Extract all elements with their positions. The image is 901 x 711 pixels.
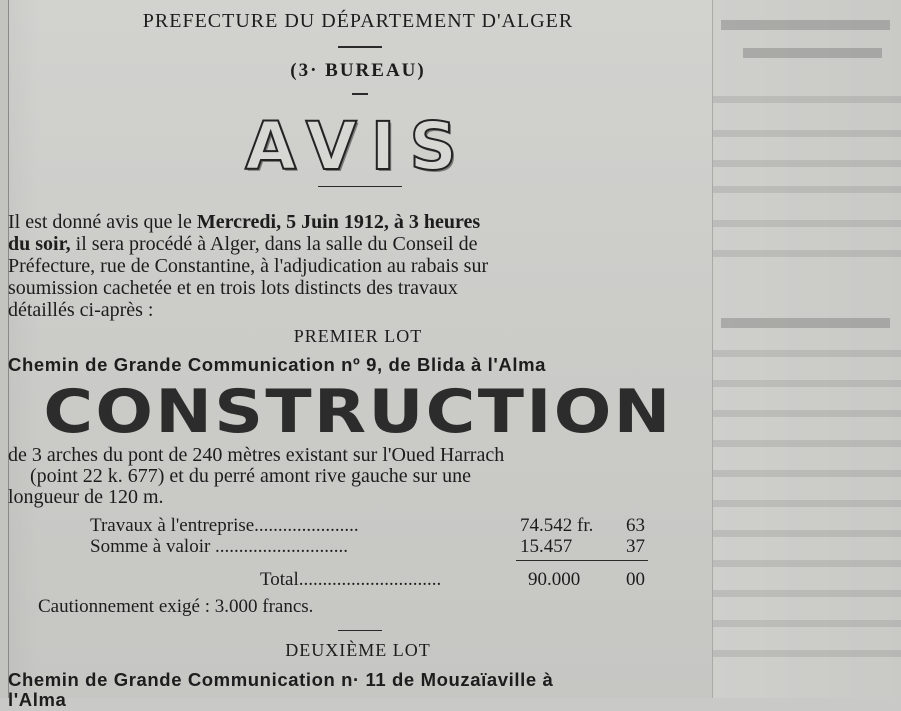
intro-text: il sera procédé à Alger, dans la salle du Conseil de [70, 233, 478, 255]
intro-line-4: soumission cachetée et en trois lots distincts des travaux [8, 277, 458, 299]
lot1-work-title: CONSTRUCTION [43, 377, 673, 447]
lot1-desc-line-2: (point 22 k. 677) et du perré amont rive gauche sur une [30, 465, 471, 487]
title-rule [318, 186, 402, 187]
notice-column [8, 0, 708, 710]
bureau-header: (3· BUREAU) [290, 60, 426, 81]
lot2-heading: DEUXIÈME LOT [285, 640, 431, 660]
cost-cents: 63 [626, 515, 645, 536]
lot2-road-continued: l'Alma [8, 689, 67, 710]
bureau-rule [352, 93, 368, 95]
intro-text: Il est donné avis que le [8, 211, 197, 233]
lot1-desc-line-1: de 3 arches du pont de 240 mètres existant sur l'Oued Harrach [8, 444, 505, 466]
header-rule [338, 46, 382, 48]
auction-date: Mercredi, 5 Juin 1912, à 3 heures [196, 211, 481, 233]
intro-line-5: détaillés ci-après : [8, 299, 154, 321]
intro-line-1 [8, 211, 708, 233]
total-label: Total.............................. [260, 569, 442, 590]
cost-cents: 37 [626, 536, 645, 557]
cost-amount: 15.457 [520, 536, 573, 557]
sum-rule [516, 560, 648, 561]
cost-label: Travaux à l'entreprise...................... [90, 515, 359, 536]
notice-title: AVIS [245, 108, 471, 185]
lot2-road: Chemin de Grande Communication n· 11 de Mouzaïaville à [8, 669, 554, 690]
prefecture-header: PREFECTURE DU DÉPARTEMENT D'ALGER [142, 10, 574, 32]
cost-label: Somme à valoir ............................ [90, 536, 349, 557]
total-amount: 90.000 [528, 569, 581, 590]
cost-amount: 74.542 fr. [520, 515, 594, 536]
lot1-road: Chemin de Grande Communication nº 9, de Blida à l'Alma [8, 354, 547, 375]
lot1-desc-line-3: longueur de 120 m. [8, 486, 164, 508]
total-cents: 00 [626, 569, 645, 590]
deposit-required: Cautionnement exigé : 3.000 francs. [38, 596, 314, 617]
lot-separator-rule [338, 630, 382, 631]
auction-time: du soir, [8, 233, 71, 255]
intro-paragraph [8, 211, 708, 321]
intro-line-3: Préfecture, rue de Constantine, à l'adjudication au rabais sur [8, 255, 489, 277]
lot1-heading: PREMIER LOT [293, 326, 423, 346]
intro-line-2 [8, 233, 708, 255]
adjacent-column-right [712, 0, 901, 698]
